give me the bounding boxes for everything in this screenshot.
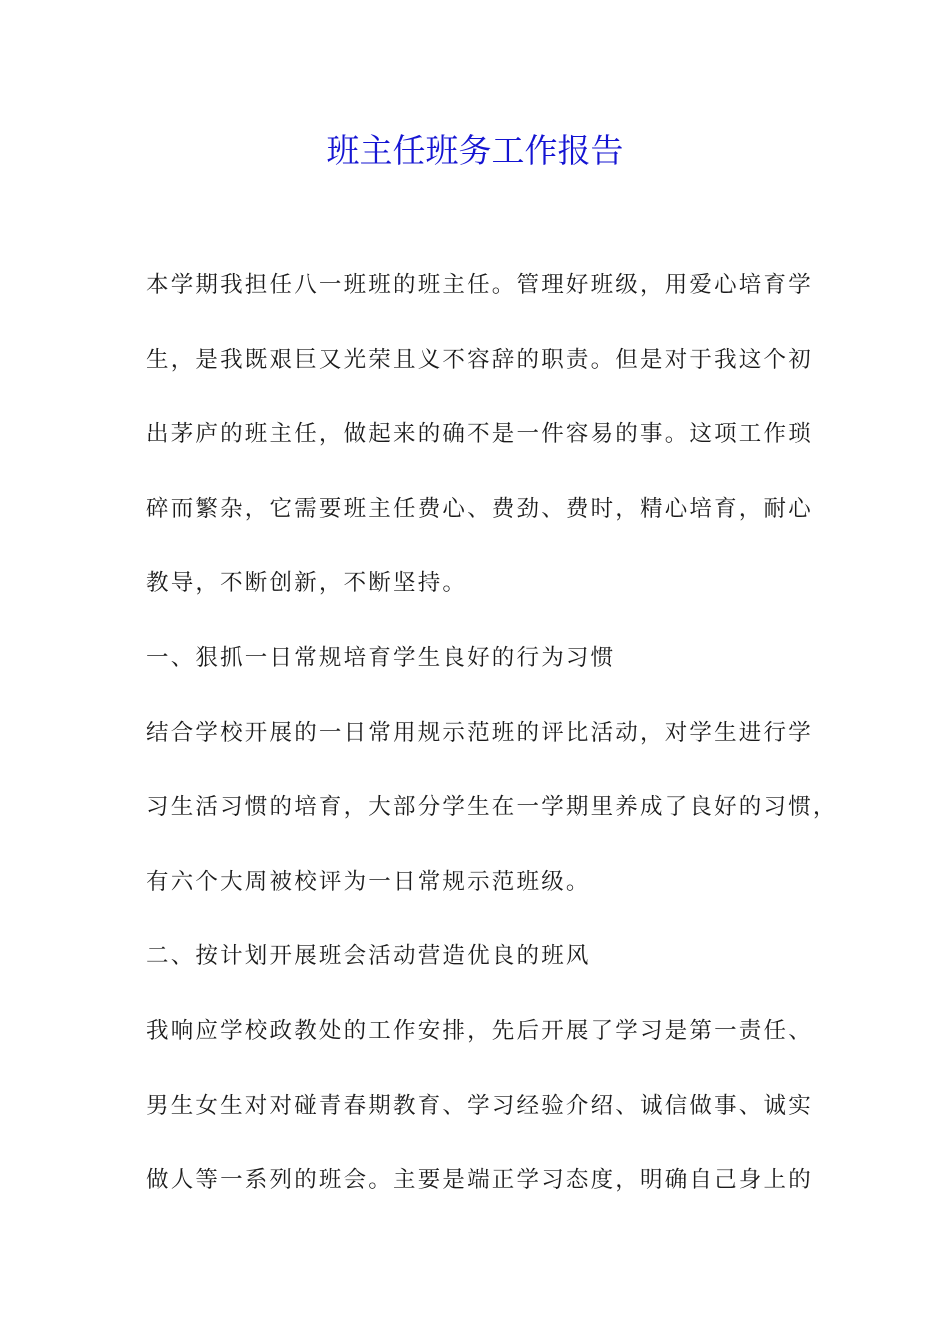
text-line: 结合学校开展的一日常用规示范班的评比活动，对学生进行学 bbox=[146, 719, 813, 746]
text-line: 男生女生对对碰青春期教育、学习经验介绍、诚信做事、诚实 bbox=[146, 1092, 813, 1119]
document-body bbox=[146, 262, 836, 1232]
document-title: 班主任班务工作报告 bbox=[326, 131, 624, 170]
text-line: 本学期我担任八一班班的班主任。管理好班级，用爱心培育学 bbox=[146, 272, 813, 298]
text-line: 我响应学校政教处的工作安排，先后开展了学习是第一责任、 bbox=[146, 1017, 813, 1044]
text-line: 碎而繁杂，它需要班主任费心、费劲、费时，精心培育，耐心 bbox=[146, 495, 813, 522]
section-heading-1: 一、狠抓一日常规培育学生良好的行为习惯 bbox=[146, 644, 616, 671]
text-line: 有六个大周被校评为一日常规示范班级。 bbox=[146, 868, 591, 895]
text-line: 习生活习惯的培育，大部分学生在一学期里养成了良好的习惯， bbox=[146, 794, 838, 821]
text-line: 做人等一系列的班会。主要是端正学习态度，明确自己身上的 bbox=[146, 1167, 813, 1194]
text-line: 教导，不断创新，不断坚持。 bbox=[146, 570, 468, 597]
text-line: 出茅庐的班主任，做起来的确不是一件容易的事。这项工作琐 bbox=[146, 421, 813, 448]
text-line: 生，是我既艰巨又光荣且义不容辞的职责。但是对于我这个初 bbox=[146, 346, 813, 373]
section-heading-2: 二、按计划开展班会活动营造优良的班风 bbox=[146, 943, 591, 970]
